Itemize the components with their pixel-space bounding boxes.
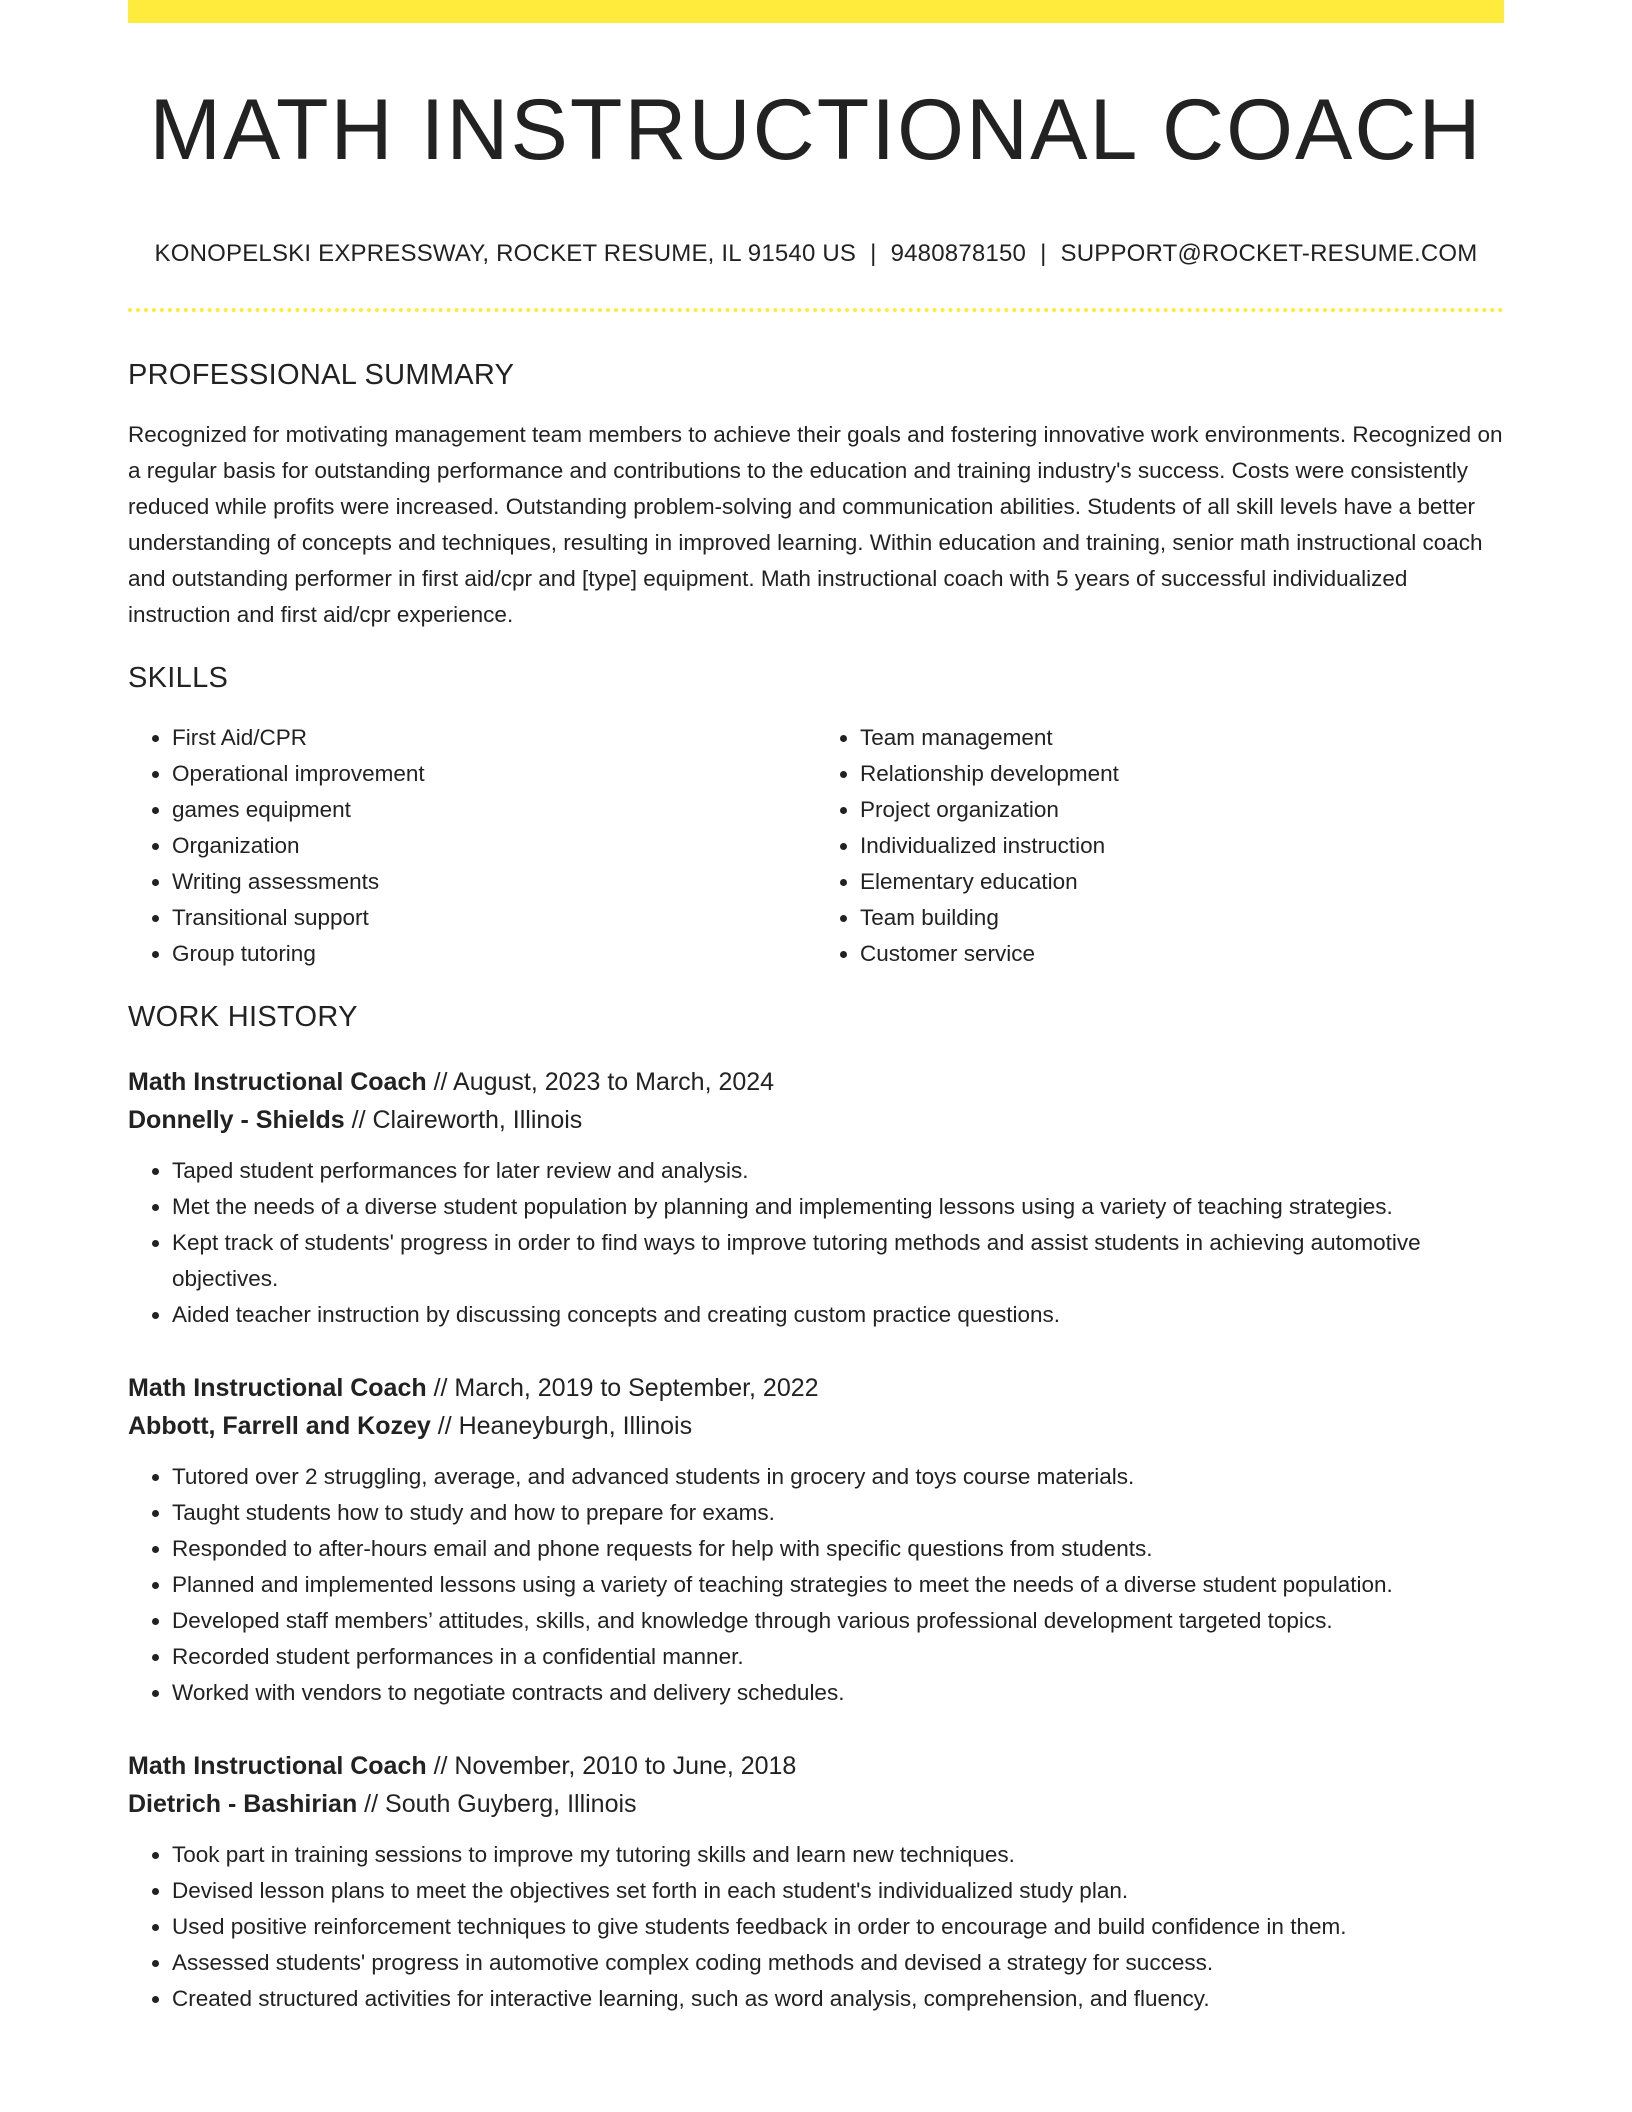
job-entry [128,1063,1504,1333]
skill-item: • Customer service [860,936,1504,972]
skill-item: • Relationship development [860,756,1504,792]
skill-item: • Organization [172,828,816,864]
job-company: Donnelly - Shields [128,1105,345,1134]
skill-item: • Team building [860,900,1504,936]
job-bullet: • Aided teacher instruction by discussing concepts and creating custom practice questions. [172,1297,1504,1333]
job-company-line [128,1785,1504,1823]
job-bullets [128,1837,1504,2017]
skill-item: • Group tutoring [172,936,816,972]
contact-email: SUPPORT@ROCKET-RESUME.COM [1060,239,1478,267]
job-dates: // August, 2023 to March, 2024 [426,1067,775,1096]
skill-item: • Team management [860,720,1504,756]
summary-text: Recognized for motivating management team members to achieve their goals and fostering innovative work environments. Recognized on a regular basis for outstanding performance and contributions to the education and training industry's success. Costs were consistently reduced while profits were increased. Outstanding problem-solving and communication abilities. Students of all skill levels have a better understanding of concepts and techniques, resulting in improved learning. Within education and training, senior math instructional coach and outstanding performer in first aid/cpr and [type] equipment. Math instructional coach with 5 years of successful individualized instruction and first aid/cpr experience. [128,422,1503,628]
job-location: // Heaneyburgh, Illinois [430,1411,693,1440]
dotted-divider [128,308,1504,312]
skills-heading: SKILLS [128,662,229,695]
skills-list-right [816,720,1504,972]
job-bullet: • Took part in training sessions to improve my tutoring skills and learn new techniques. [172,1837,1504,1873]
contact-separator: | [870,239,877,267]
work-history-heading: WORK HISTORY [128,1000,358,1033]
job-bullet: • Taped student performances for later review and analysis. [172,1153,1504,1189]
job-dates: // November, 2010 to June, 2018 [426,1751,797,1780]
job-bullet: • Developed staff members’ attitudes, skills, and knowledge through various professional development targeted topics. [172,1603,1504,1639]
job-bullet: • Met the needs of a diverse student population by planning and implementing lessons using a variety of teaching strategies. [172,1189,1504,1225]
job-bullet: • Planned and implemented lessons using a variety of teaching strategies to meet the needs of a diverse student population. [172,1567,1504,1603]
job-title: Math Instructional Coach [128,1067,427,1096]
accent-top-bar [128,0,1504,23]
job-title: Math Instructional Coach [128,1751,427,1780]
job-title-line [128,1369,1504,1407]
skills-columns [128,720,1504,972]
skill-item: • Writing assessments [172,864,816,900]
job-title: Math Instructional Coach [128,1373,427,1402]
job-company: Abbott, Farrell and Kozey [128,1411,431,1440]
job-dates: // March, 2019 to September, 2022 [426,1373,819,1402]
job-title-line [128,1747,1504,1785]
job-bullets [128,1153,1504,1333]
job-bullet: • Recorded student performances in a confidential manner. [172,1639,1504,1675]
job-bullet: • Responded to after-hours email and phone requests for help with specific questions from students. [172,1531,1504,1567]
job-title-line [128,1063,1504,1101]
job-entry [128,1369,1504,1711]
job-bullet: • Worked with vendors to negotiate contracts and delivery schedules. [172,1675,1504,1711]
skill-item: • games equipment [172,792,816,828]
skill-item: • Individualized instruction [860,828,1504,864]
skill-item: • Operational improvement [172,756,816,792]
job-company: Dietrich - Bashirian [128,1789,358,1818]
job-bullet: • Kept track of students' progress in order to find ways to improve tutoring methods and assist students in achieving automotive objectives. [172,1225,1504,1297]
contact-separator: | [1040,239,1047,267]
summary-heading: PROFESSIONAL SUMMARY [128,359,515,392]
job-bullet: • Created structured activities for interactive learning, such as word analysis, comprehension, and fluency. [172,1981,1504,2017]
contact-line [128,240,1504,269]
job-bullet: • Tutored over 2 struggling, average, and advanced students in grocery and toys course materials. [172,1459,1504,1495]
resume-title: MATH INSTRUCTIONAL COACH [149,82,1483,178]
skills-list-left [128,720,816,972]
skill-item: • Project organization [860,792,1504,828]
contact-phone: 9480878150 [890,239,1027,267]
resume-page [128,0,1504,2017]
job-company-line [128,1101,1504,1139]
job-bullet: • Assessed students' progress in automotive complex coding methods and devised a strategy for success. [172,1945,1504,1981]
job-bullets [128,1459,1504,1711]
job-bullet: • Taught students how to study and how to prepare for exams. [172,1495,1504,1531]
job-bullet: • Devised lesson plans to meet the objectives set forth in each student's individualized study plan. [172,1873,1504,1909]
job-entry [128,1747,1504,2017]
job-location: // Claireworth, Illinois [344,1105,583,1134]
skill-item: • Transitional support [172,900,816,936]
skill-item: • First Aid/CPR [172,720,816,756]
job-location: // South Guyberg, Illinois [357,1789,637,1818]
contact-address: KONOPELSKI EXPRESSWAY, ROCKET RESUME, IL 91540 US [154,239,857,267]
job-company-line [128,1407,1504,1445]
skill-item: • Elementary education [860,864,1504,900]
job-bullet: • Used positive reinforcement techniques to give students feedback in order to encourage and build confidence in them. [172,1909,1504,1945]
